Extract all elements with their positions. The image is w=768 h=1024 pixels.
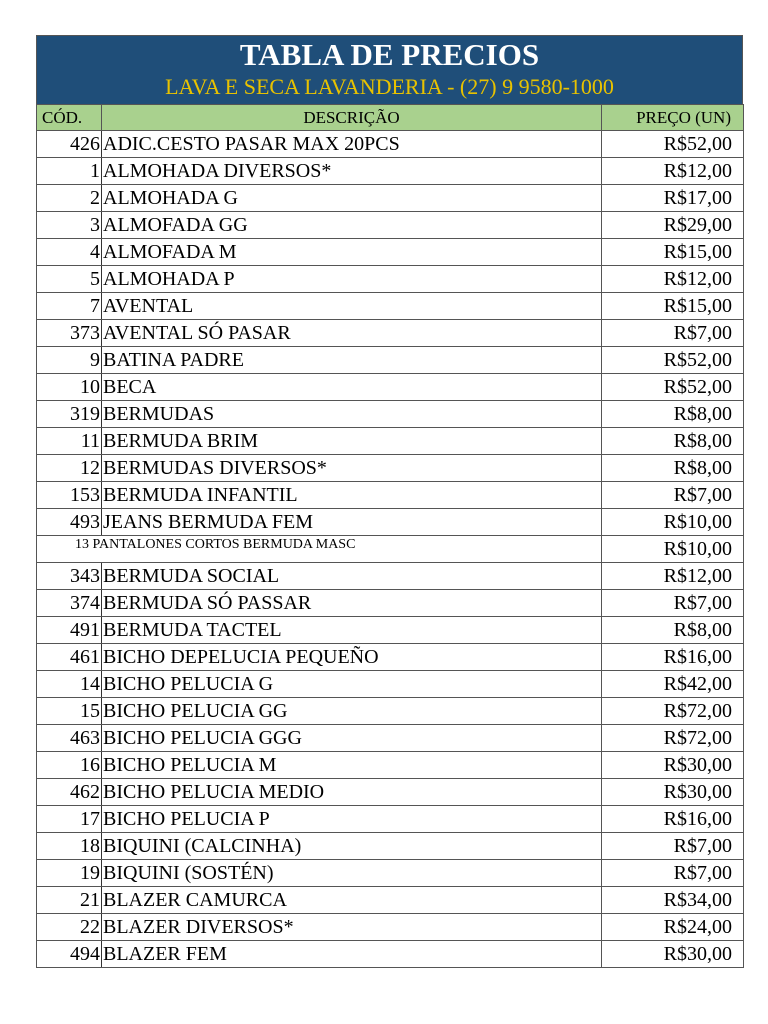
row-price: R$17,00 [602,185,744,212]
table-row [37,482,744,509]
row-code: 14 [37,671,102,698]
table-body [37,131,744,968]
table-row [37,914,744,941]
row-price: R$12,00 [602,563,744,590]
row-description: BIQUINI (SOSTÉN) [102,860,602,887]
row-description: BICHO PELUCIA M [102,752,602,779]
row-description: BERMUDAS [102,401,602,428]
table-row [37,509,744,536]
row-code: 153 [37,482,102,509]
table-row [37,536,744,563]
row-code: 7 [37,293,102,320]
row-code: 21 [37,887,102,914]
row-description: BERMUDA INFANTIL [102,482,602,509]
row-description: BERMUDAS DIVERSOS* [102,455,602,482]
row-price: R$15,00 [602,239,744,266]
row-price: R$8,00 [602,455,744,482]
row-code: 491 [37,617,102,644]
table-row [37,779,744,806]
table-row [37,293,744,320]
table-row [37,212,744,239]
row-description: BICHO PELUCIA G [102,671,602,698]
row-price: R$30,00 [602,941,744,968]
row-description: AVENTAL [102,293,602,320]
row-price: R$30,00 [602,752,744,779]
row-code: 18 [37,833,102,860]
row-code: 494 [37,941,102,968]
row-description: BICHO PELUCIA MEDIO [102,779,602,806]
row-description: BLAZER FEM [102,941,602,968]
row-code: 22 [37,914,102,941]
row-code: 343 [37,563,102,590]
row-description: BERMUDA SOCIAL [102,563,602,590]
row-price: R$15,00 [602,293,744,320]
row-code: 3 [37,212,102,239]
row-price: R$8,00 [602,428,744,455]
table-row [37,131,744,158]
row-price: R$52,00 [602,374,744,401]
row-code: 426 [37,131,102,158]
row-price: R$10,00 [602,509,744,536]
column-header-description: DESCRIÇÃO [102,105,602,131]
row-price: R$7,00 [602,590,744,617]
row-price: R$7,00 [602,833,744,860]
price-sheet [36,35,743,968]
table-row [37,617,744,644]
row-code: 15 [37,698,102,725]
row-description: BERMUDA TACTEL [102,617,602,644]
row-code: 17 [37,806,102,833]
row-price: R$7,00 [602,860,744,887]
row-code: 10 [37,374,102,401]
row-description: BICHO PELUCIA GGG [102,725,602,752]
row-description: BICHO DEPELUCIA PEQUEÑO [102,644,602,671]
row-price: R$30,00 [602,779,744,806]
row-description: BICHO PELUCIA GG [102,698,602,725]
row-description: BATINA PADRE [102,347,602,374]
table-row [37,644,744,671]
row-price: R$24,00 [602,914,744,941]
row-description: BECA [102,374,602,401]
table-row [37,455,744,482]
row-price: R$72,00 [602,725,744,752]
table-row [37,239,744,266]
row-price: R$52,00 [602,347,744,374]
row-price: R$8,00 [602,617,744,644]
column-header-code: CÓD. [37,105,102,131]
row-price: R$29,00 [602,212,744,239]
row-code: 461 [37,644,102,671]
row-description: AVENTAL SÓ PASAR [102,320,602,347]
table-row [37,698,744,725]
table-row [37,374,744,401]
row-price: R$16,00 [602,644,744,671]
row-code: 463 [37,725,102,752]
row-description: ALMOHADA G [102,185,602,212]
table-row [37,941,744,968]
row-description: BERMUDA BRIM [102,428,602,455]
row-description: ADIC.CESTO PASAR MAX 20PCS [102,131,602,158]
row-code: 373 [37,320,102,347]
row-code: 16 [37,752,102,779]
row-price: R$34,00 [602,887,744,914]
row-price: R$8,00 [602,401,744,428]
row-code: 5 [37,266,102,293]
table-row [37,833,744,860]
row-code: 12 [37,455,102,482]
row-price: R$12,00 [602,266,744,293]
table-row [37,320,744,347]
row-description: BIQUINI (CALCINHA) [102,833,602,860]
row-code: 493 [37,509,102,536]
row-price: R$42,00 [602,671,744,698]
sheet-subtitle: LAVA E SECA LAVANDERIA - (27) 9 9580-1000 [165,74,614,99]
price-table [36,104,744,968]
row-price: R$7,00 [602,320,744,347]
row-description: BLAZER DIVERSOS* [102,914,602,941]
row-description: JEANS BERMUDA FEM [102,509,602,536]
table-row [37,185,744,212]
row-code: 9 [37,347,102,374]
row-code: 2 [37,185,102,212]
table-row [37,725,744,752]
table-row [37,887,744,914]
sheet-title: TABLA DE PRECIOS [239,37,540,72]
table-row [37,563,744,590]
table-row [37,590,744,617]
row-description: BLAZER CAMURCA [102,887,602,914]
row-code: 19 [37,860,102,887]
table-row [37,806,744,833]
row-code: 11 [37,428,102,455]
sheet-header [36,35,743,104]
column-header-price: PREÇO (UN) [602,105,744,131]
row-description: ALMOFADA GG [102,212,602,239]
table-header-row [37,105,744,131]
row-code: 319 [37,401,102,428]
row-code: 462 [37,779,102,806]
table-row [37,266,744,293]
row-description: ALMOHADA P [102,266,602,293]
row-price: R$16,00 [602,806,744,833]
row-description: ALMOFADA M [102,239,602,266]
row-description: 13 PANTALONES CORTOS BERMUDA MASC [75,537,356,552]
table-row [37,860,744,887]
row-description: BICHO PELUCIA P [102,806,602,833]
row-price: R$52,00 [602,131,744,158]
table-row [37,158,744,185]
table-row [37,401,744,428]
row-description: ALMOHADA DIVERSOS* [102,158,602,185]
row-code: 374 [37,590,102,617]
table-row [37,347,744,374]
row-description: BERMUDA SÓ PASSAR [102,590,602,617]
row-price: R$10,00 [602,536,744,563]
row-price: R$12,00 [602,158,744,185]
row-price: R$7,00 [602,482,744,509]
table-row [37,752,744,779]
row-price: R$72,00 [602,698,744,725]
row-description-merged [37,536,602,563]
row-code: 4 [37,239,102,266]
table-row [37,428,744,455]
table-row [37,671,744,698]
row-code: 1 [37,158,102,185]
